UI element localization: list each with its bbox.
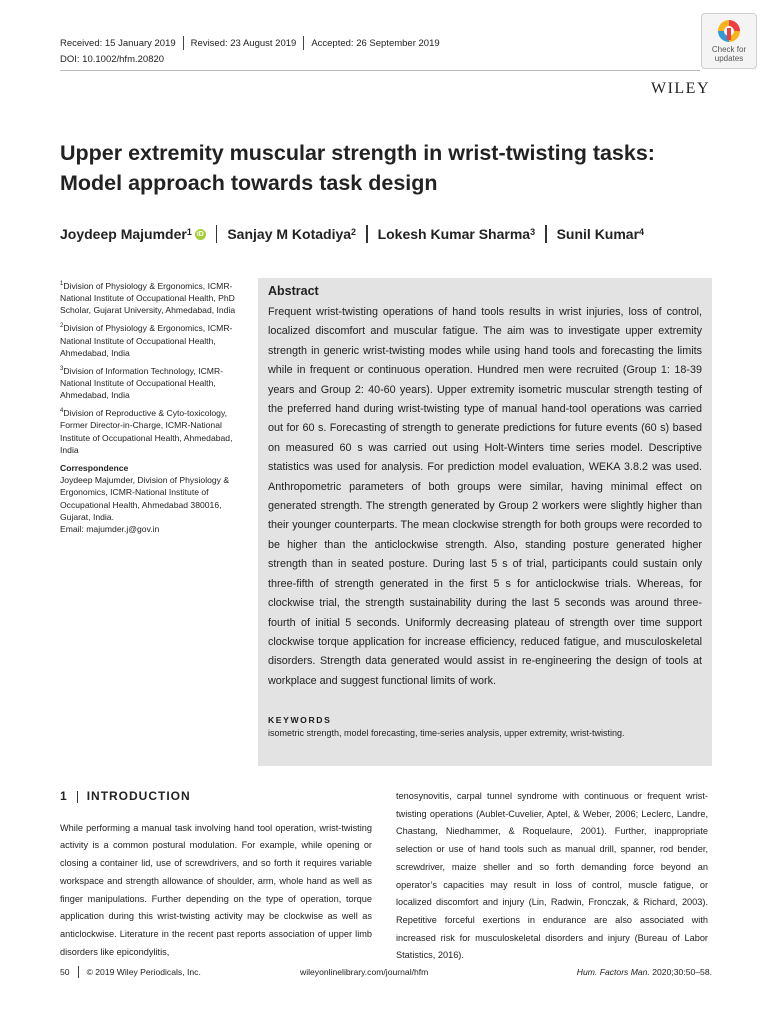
intro-left-column bbox=[60, 788, 372, 961]
author-separator bbox=[545, 225, 547, 243]
header-rule bbox=[60, 70, 700, 71]
section-divider bbox=[77, 791, 78, 803]
affiliation-text: Division of Information Technology, ICMR-National Institute of Occupational Health, Ahmedabad, India bbox=[60, 365, 224, 401]
intro-right-column bbox=[396, 788, 708, 965]
title-line-2: Model approach towards task design bbox=[60, 171, 438, 195]
author-sup: 2 bbox=[351, 227, 357, 237]
author-sup: 3 bbox=[530, 227, 536, 237]
doi[interactable]: DOI: 10.1002/hfm.20820 bbox=[60, 54, 165, 65]
author-name[interactable]: Lokesh Kumar Sharma bbox=[377, 226, 531, 242]
accepted-date: Accepted: 26 September 2019 bbox=[311, 37, 440, 49]
author-name[interactable]: Joydeep Majumder bbox=[60, 226, 187, 242]
section-title: INTRODUCTION bbox=[86, 789, 191, 803]
affiliation-sup: 2 bbox=[60, 323, 64, 330]
page-number: 50 bbox=[60, 967, 70, 977]
publisher-logo: WILEY bbox=[650, 80, 710, 97]
author-separator bbox=[216, 225, 218, 243]
affiliation bbox=[60, 363, 246, 401]
affiliation-text: Division of Reproductive & Cyto-toxicology, Former Director-in-Charge, ICMR-National Institute of Occupational Health, Ahmedabad, India bbox=[60, 408, 233, 455]
page-footer bbox=[60, 966, 712, 978]
check-for-updates-button[interactable] bbox=[701, 13, 757, 69]
article-title bbox=[60, 138, 720, 198]
affiliation bbox=[60, 278, 246, 316]
affiliation-sup: 3 bbox=[60, 365, 64, 372]
section-number: 1 bbox=[60, 789, 68, 803]
abstract-text: Frequent wrist-twisting operations of hand tools results in wrist injuries, loss of control, localized discomfort and muscular fatigue. The aim was to investigate upper extremity strength in generic wrist-twisting modes while using hand tools and forecasting the limits while in frequent or continuous operation. Hundred men were recruited (Group 1: 18-39 years and Group 2: 40-60 years). Upper extremity isometric muscular strength testing of the preferred hand during wrist-twisting type of manual hand-tool operations was carried out for 60 s. Forecasting of strength to generate predictions for future events (60 s) based on measured 60 s was carried out using Holt-Winters time series model. Descriptive statistics was used for analysis. For prediction model evaluation, WEKA 3.8.2 was used. Anthropometric parameters of both groups were similar, having minimal effect on generated strength. The strength generated by Group 2 workers were slightly higher than their younger counterparts. The mean clockwise strength for both groups were recorded to be higher than the anticlockwise strength. Also, standing posture generated higher strength than in seated posture. During last 5 s of trial, participants could sustain only three-fifth of strength generated in the first 5 s for anticlockwise trials. Whereas, for clockwise trial, the strength sustainability during the last 5 seconds was around three-fourth of initial 5 seconds. Uniformly decreasing plateau of strength over time support clockwise torque application for increase efficiency, reduced fatigue, and musculoskeletal disorders. Strength data generated would assist in re-engineering the design of tools at workplace and suggest functional limits of work. bbox=[268, 306, 702, 687]
abstract-box bbox=[258, 278, 712, 766]
author-sup: 1 bbox=[186, 227, 192, 237]
crossmark-icon bbox=[715, 17, 743, 45]
article-dates bbox=[60, 36, 440, 50]
correspondence-email[interactable]: Email: majumder.j@gov.in bbox=[60, 524, 160, 535]
section-heading bbox=[60, 788, 372, 806]
divider bbox=[303, 36, 304, 50]
correspondence-heading: Correspondence bbox=[60, 463, 129, 474]
orcid-icon[interactable]: iD bbox=[196, 230, 204, 238]
intro-paragraph-continued: tenosynovitis, carpal tunnel syndrome with continuous or frequent wrist-twisting operations (Aublet-Cuvelier, Aptel, & Weber, 2006; Leclerc, Landre, Chastang, Niedhammer, & Roquelaure, 2001). Further, inappropriate selection or use of hand tools such as manual drill, spanner, rod bender, screwdriver, maize sheller and so forth demanding force beyond an operator’s capacities may result in loss of control, muscle fatigue, or localized discomfort and injury (Lin, Radwin, Fronczak, & Richard, 2003). Repetitive forceful exertions in endurance are also associated with increased risk for musculoskeletal disorders and injury (Bureau of Labor Statistics, 2016). bbox=[396, 791, 708, 961]
keywords-text: isometric strength, model forecasting, time-series analysis, upper extremity, wrist-twisting. bbox=[268, 728, 625, 739]
affiliations-panel bbox=[60, 278, 246, 535]
affiliation bbox=[60, 320, 246, 358]
check-label-1: Check for bbox=[711, 45, 747, 54]
author-list bbox=[60, 225, 644, 243]
correspondence-text: Joydeep Majumder, Division of Physiology & Ergonomics, ICMR-National Institute of Occupational Health, Ahmedabad 380016, Gujarat, India. bbox=[60, 475, 230, 522]
author-separator bbox=[366, 225, 368, 243]
revised-date: Revised: 23 August 2019 bbox=[190, 37, 297, 49]
journal-url[interactable]: wileyonlinelibrary.com/journal/hfm bbox=[300, 967, 429, 977]
journal-abbrev: Hum. Factors Man. bbox=[576, 967, 650, 977]
affiliation bbox=[60, 405, 246, 456]
affiliation-text: Division of Physiology & Ergonomics, ICMR-National Institute of Occupational Health, Ahmedabad, India bbox=[60, 323, 233, 358]
keywords-heading: KEYWORDS bbox=[268, 715, 332, 726]
received-date: Received: 15 January 2019 bbox=[60, 37, 176, 49]
divider bbox=[183, 36, 184, 50]
affiliation-sup: 4 bbox=[60, 408, 64, 415]
footer-divider bbox=[78, 966, 79, 978]
affiliation-sup: 1 bbox=[60, 281, 64, 287]
citation bbox=[577, 967, 712, 977]
author-name[interactable]: Sunil Kumar bbox=[556, 226, 640, 242]
intro-paragraph: While performing a manual task involving hand tool operation, wrist-twisting activity is a common postural modulation. For example, while opening or closing a container lid, use of screwdrivers, and so forth it requires variable workspace and strength allowance of shoulder, arm, whole hand as well as finger manipulations. Further depending on the type of operation, torque application during this wrist-twisting activity may be clockwise as well as anticlockwise. Literature in the recent past reports association of upper limb disorders like epicondylitis, bbox=[60, 822, 372, 957]
title-line-1: Upper extremity muscular strength in wrist-twisting tasks: bbox=[60, 141, 655, 165]
citation-volume: 2020;30:50–58. bbox=[652, 967, 712, 977]
author-sup: 4 bbox=[639, 227, 645, 237]
affiliation-text: Division of Physiology & Ergonomics, ICMR-National Institute of Occupational Health, PhD Scholar, Gujarat University, Ahmedabad, India bbox=[60, 280, 236, 316]
copyright: © 2019 Wiley Periodicals, Inc. bbox=[86, 967, 201, 977]
abstract-heading: Abstract bbox=[268, 284, 319, 298]
check-label-2: updates bbox=[714, 54, 744, 63]
author-name[interactable]: Sanjay M Kotadiya bbox=[227, 226, 352, 242]
